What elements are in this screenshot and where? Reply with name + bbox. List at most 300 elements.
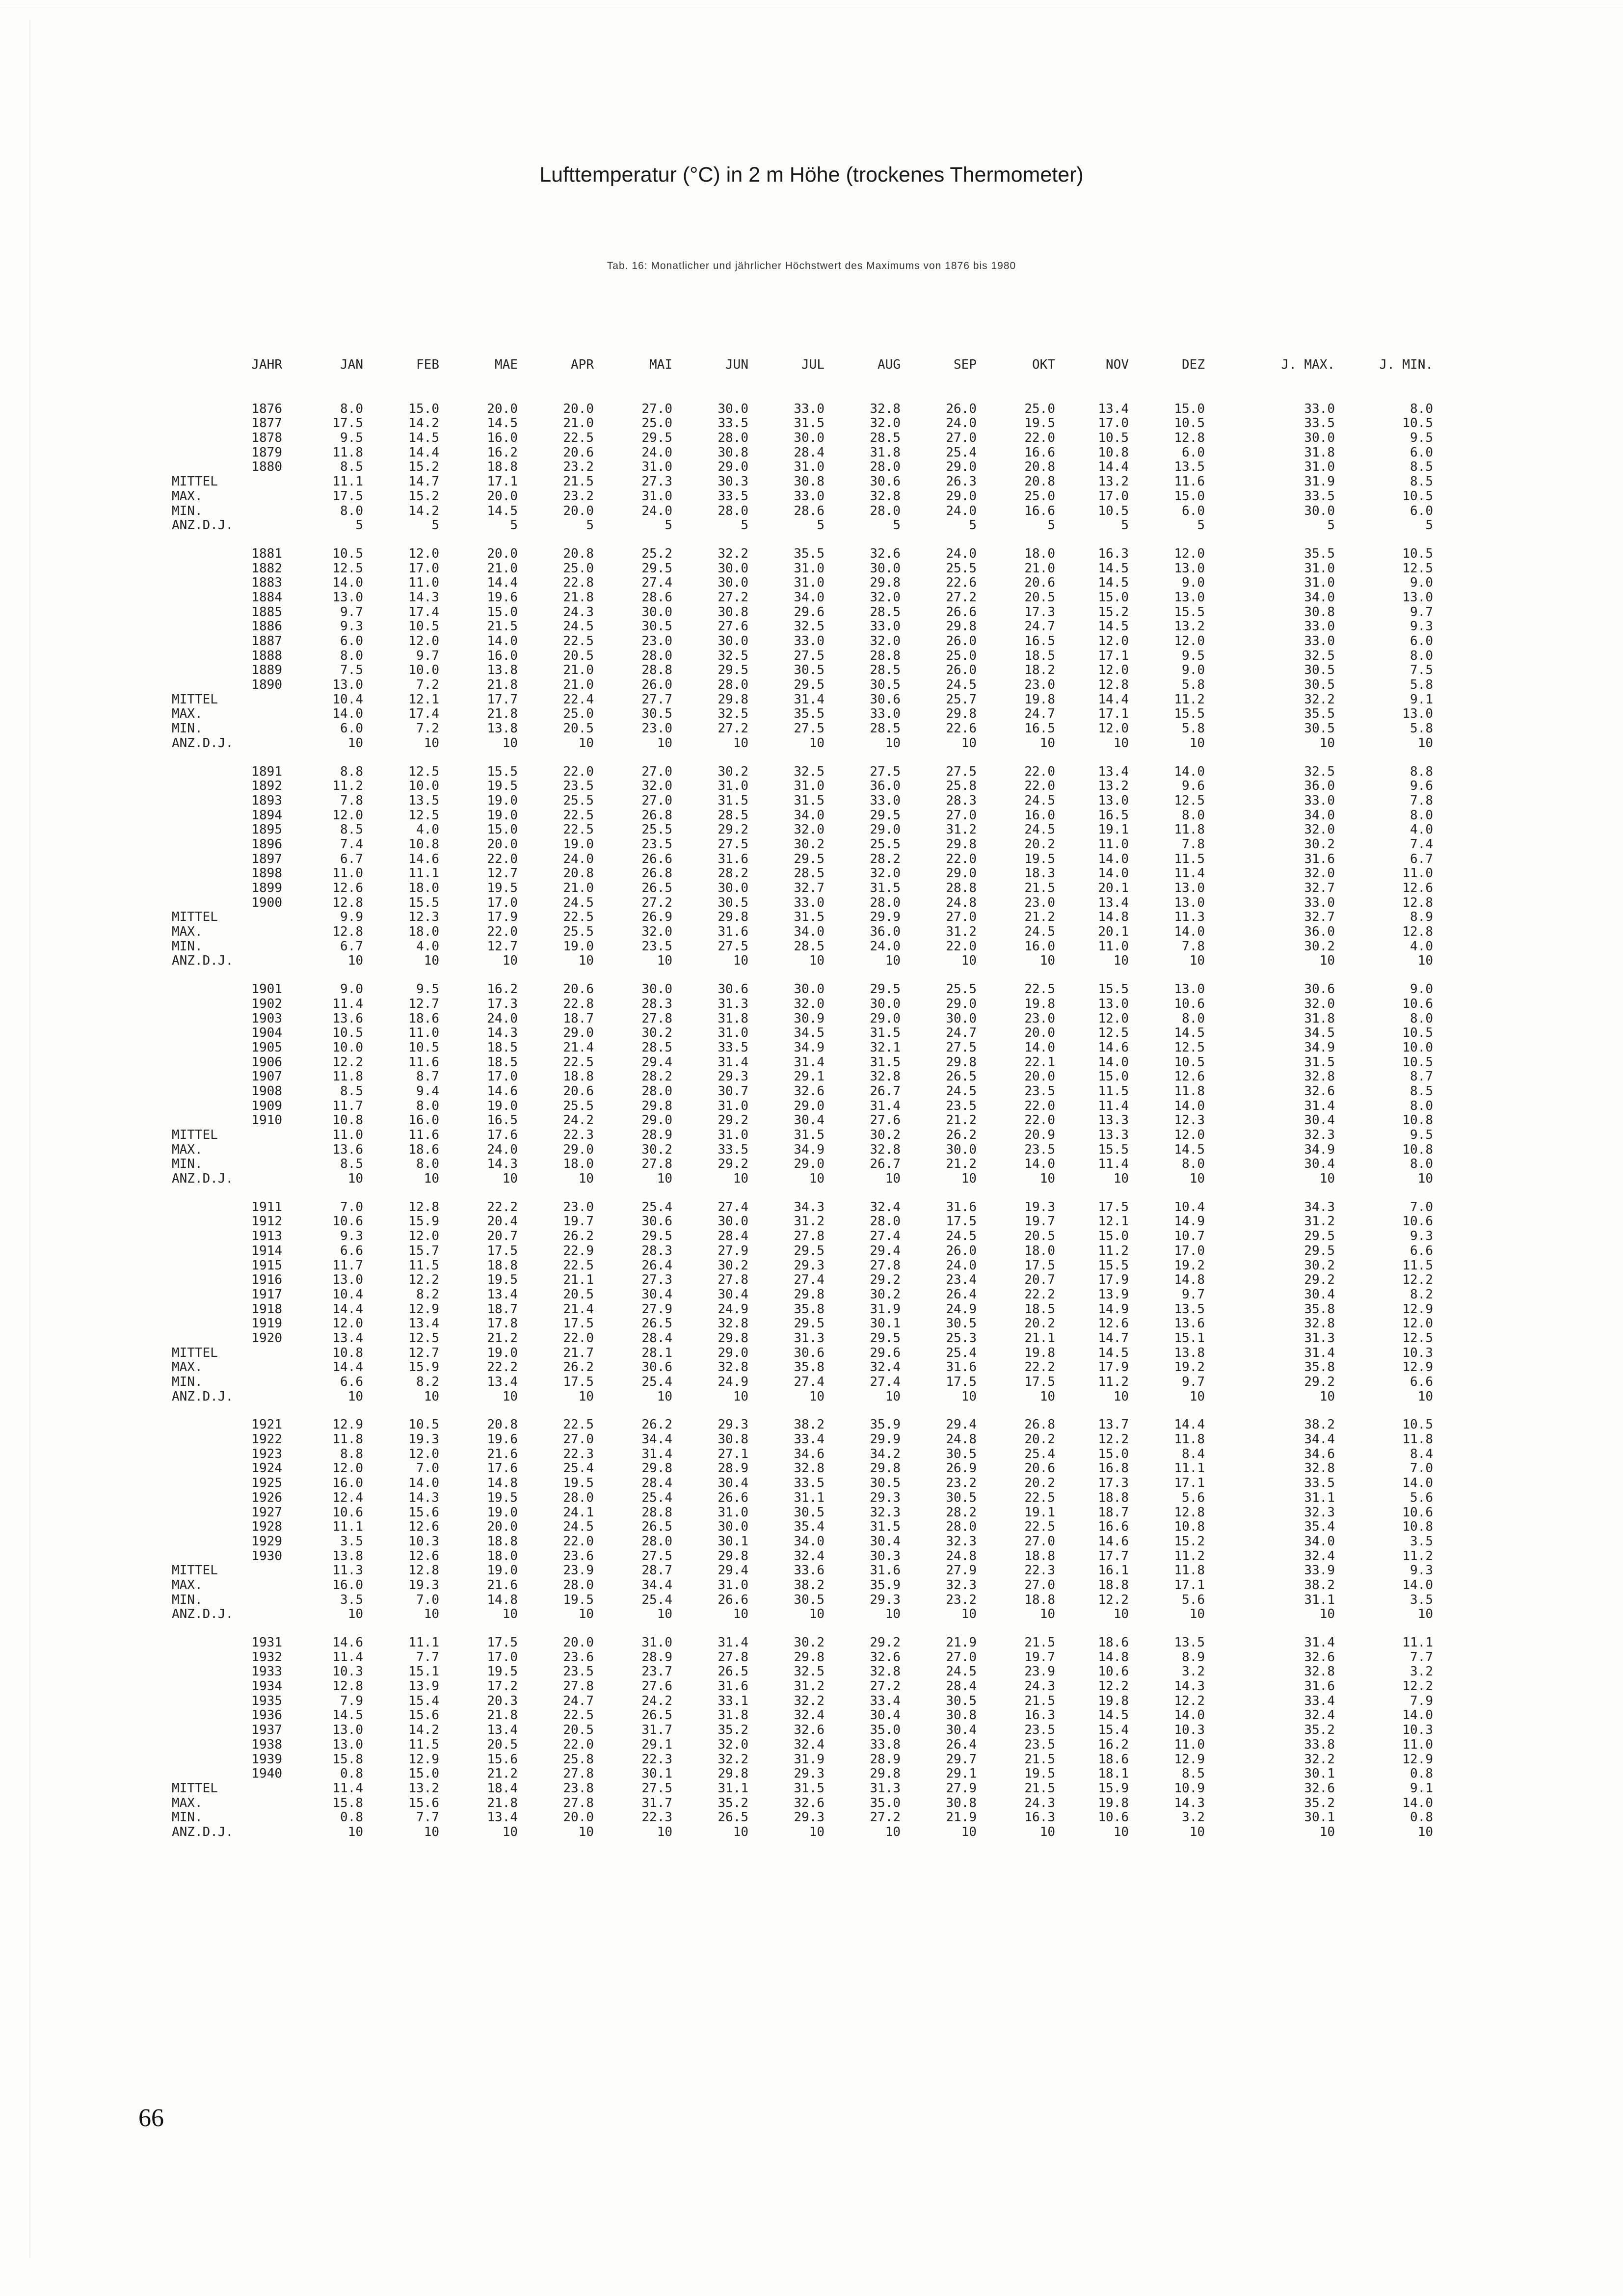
row-label: MITTEL — [172, 474, 218, 489]
value-cell: 13.2 — [1098, 474, 1129, 489]
value-cell: 30.1 — [1304, 1766, 1335, 1782]
value-cell: 29.4 — [718, 1563, 748, 1578]
value-cell: 32.3 — [946, 1577, 977, 1593]
year-cell: 1876 — [251, 401, 282, 416]
value-cell: 30.6 — [870, 692, 901, 707]
value-cell: 5 — [893, 518, 901, 533]
row-label: MAX. — [172, 706, 203, 722]
value-cell: 32.8 — [1304, 1461, 1335, 1476]
value-cell: 10 — [885, 953, 901, 969]
value-cell: 14.3 — [487, 1026, 518, 1041]
value-cell: 13.4 — [1098, 764, 1129, 779]
value-cell: 20.8 — [487, 1417, 518, 1432]
year-cell: 1879 — [251, 445, 282, 460]
value-cell: 7.8 — [1410, 793, 1433, 808]
year-cell: 1911 — [251, 1199, 282, 1215]
value-cell: 22.8 — [563, 575, 594, 591]
value-cell: 16.0 — [332, 1476, 363, 1491]
table-row — [167, 1084, 1453, 1099]
value-cell: 8.9 — [1182, 1649, 1205, 1665]
value-cell: 14.0 — [332, 575, 363, 591]
value-cell: 30.1 — [641, 1766, 672, 1782]
value-cell: 35.8 — [794, 1301, 825, 1317]
value-cell: 13.0 — [1174, 881, 1205, 895]
value-cell: 17.5 — [946, 1214, 977, 1229]
value-cell: 18.5 — [1024, 648, 1055, 663]
value-cell: 14.0 — [1174, 1708, 1205, 1723]
value-cell: 32.6 — [1304, 1083, 1335, 1099]
value-cell: 12.6 — [408, 1548, 439, 1564]
value-cell: 30.2 — [794, 837, 825, 852]
value-cell: 10.3 — [408, 1534, 439, 1549]
year-cell: 1895 — [251, 822, 282, 837]
value-cell: 15.2 — [408, 488, 439, 504]
value-cell: 9.0 — [1182, 663, 1205, 678]
value-cell: 29.0 — [718, 1345, 748, 1360]
value-cell: 29.5 — [1304, 1243, 1335, 1258]
value-cell: 30.5 — [946, 1490, 977, 1505]
value-cell: 18.8 — [1024, 1592, 1055, 1607]
value-cell: 10 — [657, 1389, 672, 1404]
value-cell: 13.8 — [1174, 1345, 1205, 1360]
value-cell: 10 — [1039, 1171, 1055, 1187]
year-cell: 1923 — [251, 1446, 282, 1461]
row-label: MAX. — [172, 1795, 203, 1810]
value-cell: 28.1 — [641, 1345, 672, 1360]
column-header: APR — [571, 357, 594, 372]
value-cell: 10 — [347, 953, 363, 969]
value-cell: 21.5 — [1024, 881, 1055, 895]
value-cell: 10 — [424, 1607, 439, 1622]
value-cell: 5.8 — [1410, 677, 1433, 693]
value-cell: 26.6 — [718, 1592, 748, 1607]
year-cell: 1915 — [251, 1258, 282, 1273]
table-row — [167, 561, 1453, 576]
value-cell: 31.4 — [641, 1446, 672, 1461]
value-cell: 22.4 — [563, 692, 594, 707]
table-row — [167, 1417, 1453, 1432]
value-cell: 10 — [961, 1607, 977, 1622]
value-cell: 19.2 — [1174, 1258, 1205, 1273]
value-cell: 27.4 — [870, 1375, 901, 1389]
value-cell: 22.0 — [563, 764, 594, 779]
value-cell: 11.4 — [332, 1781, 363, 1796]
value-cell: 17.1 — [1098, 706, 1129, 722]
year-cell: 1891 — [251, 764, 282, 779]
value-cell: 14.7 — [1098, 1330, 1129, 1346]
value-cell: 30.6 — [718, 982, 748, 997]
value-cell: 17.7 — [1098, 1548, 1129, 1564]
value-cell: 23.0 — [1024, 677, 1055, 693]
value-cell: 22.5 — [1024, 982, 1055, 997]
value-cell: 32.0 — [1304, 996, 1335, 1011]
table-row — [167, 1055, 1453, 1070]
value-cell: 31.8 — [1304, 1011, 1335, 1026]
year-cell: 1917 — [251, 1287, 282, 1302]
value-cell: 35.2 — [1304, 1795, 1335, 1810]
table-row — [167, 779, 1453, 793]
value-cell: 22.3 — [641, 1810, 672, 1825]
value-cell: 27.5 — [641, 1781, 672, 1796]
value-cell: 21.8 — [487, 1708, 518, 1723]
value-cell: 28.6 — [794, 503, 825, 518]
value-cell: 10 — [424, 1171, 439, 1187]
value-cell: 10.5 — [1174, 1054, 1205, 1070]
year-cell: 1887 — [251, 634, 282, 648]
value-cell: 28.8 — [641, 1505, 672, 1520]
year-cell: 1880 — [251, 459, 282, 475]
value-cell: 29.0 — [641, 1113, 672, 1128]
value-cell: 7.0 — [1410, 1461, 1433, 1476]
value-cell: 16.3 — [1098, 546, 1129, 561]
value-cell: 32.6 — [794, 1723, 825, 1738]
value-cell: 29.2 — [870, 1272, 901, 1288]
value-cell: 12.7 — [408, 1345, 439, 1360]
value-cell: 30.8 — [946, 1708, 977, 1723]
table-caption: Tab. 16: Monatlicher und jährlicher Höchstwert des Maximums von 1876 bis 1980 — [607, 260, 1016, 271]
table-row — [167, 1752, 1453, 1767]
value-cell: 21.0 — [563, 663, 594, 678]
value-cell: 33.0 — [1304, 401, 1335, 416]
value-cell: 31.9 — [870, 1301, 901, 1317]
value-cell: 32.8 — [1304, 1069, 1335, 1084]
value-cell: 32.0 — [870, 416, 901, 431]
value-cell: 25.8 — [946, 779, 977, 794]
summary-row — [167, 692, 1453, 707]
value-cell: 33.0 — [1304, 634, 1335, 648]
value-cell: 27.8 — [563, 1679, 594, 1694]
value-cell: 32.2 — [1304, 1752, 1335, 1767]
value-cell: 10.8 — [1402, 1519, 1433, 1535]
value-cell: 10.6 — [1402, 1505, 1433, 1520]
value-cell: 31.6 — [718, 924, 748, 940]
value-cell: 29.8 — [641, 1461, 672, 1476]
value-cell: 28.3 — [641, 1243, 672, 1258]
value-cell: 10 — [424, 953, 439, 969]
value-cell: 19.5 — [487, 881, 518, 895]
value-cell: 26.0 — [946, 1243, 977, 1258]
value-cell: 28.2 — [718, 866, 748, 881]
row-label: ANZ.D.J. — [172, 1171, 234, 1187]
value-cell: 30.4 — [794, 1113, 825, 1128]
value-cell: 10 — [733, 1607, 748, 1622]
value-cell: 9.9 — [340, 910, 363, 925]
value-cell: 23.6 — [563, 1548, 594, 1564]
value-cell: 30.4 — [1304, 1113, 1335, 1128]
value-cell: 28.0 — [563, 1577, 594, 1593]
value-cell: 28.5 — [794, 939, 825, 954]
year-cell: 1924 — [251, 1461, 282, 1476]
value-cell: 24.0 — [946, 546, 977, 561]
table-row — [167, 1723, 1453, 1737]
value-cell: 10.8 — [1174, 1519, 1205, 1535]
value-cell: 12.0 — [1098, 1011, 1129, 1026]
value-cell: 31.0 — [718, 1098, 748, 1113]
value-cell: 12.2 — [1174, 1693, 1205, 1708]
value-cell: 30.5 — [946, 1693, 977, 1708]
value-cell: 21.5 — [1024, 1752, 1055, 1767]
value-cell: 12.7 — [487, 866, 518, 881]
value-cell: 30.7 — [718, 1083, 748, 1099]
value-cell: 12.6 — [332, 881, 363, 895]
value-cell: 29.2 — [1304, 1272, 1335, 1288]
value-cell: 31.5 — [794, 1128, 825, 1142]
table-header — [167, 357, 1453, 372]
value-cell: 30.1 — [718, 1534, 748, 1549]
value-cell: 29.0 — [563, 1026, 594, 1041]
year-cell: 1929 — [251, 1534, 282, 1549]
value-cell: 23.5 — [946, 1098, 977, 1113]
summary-row — [167, 1360, 1453, 1375]
value-cell: 11.2 — [1174, 1548, 1205, 1564]
value-cell: 10 — [578, 1171, 594, 1187]
value-cell: 5 — [431, 518, 439, 533]
value-cell: 31.0 — [718, 1026, 748, 1041]
row-label: MITTEL — [172, 1345, 218, 1360]
value-cell: 30.0 — [718, 1214, 748, 1229]
value-cell: 33.0 — [870, 706, 901, 722]
table-row — [167, 1549, 1453, 1564]
value-cell: 18.8 — [1098, 1490, 1129, 1505]
year-cell: 1892 — [251, 779, 282, 794]
table-row — [167, 634, 1453, 648]
value-cell: 19.7 — [563, 1214, 594, 1229]
value-cell: 11.5 — [408, 1258, 439, 1273]
value-cell: 7.7 — [416, 1649, 439, 1665]
value-cell: 10 — [657, 1171, 672, 1187]
table-row — [167, 1766, 1453, 1781]
value-cell: 23.2 — [946, 1476, 977, 1491]
value-cell: 27.6 — [641, 1679, 672, 1694]
value-cell: 8.0 — [340, 648, 363, 663]
value-cell: 29.3 — [794, 1766, 825, 1782]
summary-row — [167, 706, 1453, 721]
value-cell: 5 — [355, 518, 363, 533]
value-cell: 14.5 — [1174, 1142, 1205, 1157]
value-cell: 18.8 — [1098, 1577, 1129, 1593]
table-row — [167, 619, 1453, 634]
value-cell: 10 — [1417, 1171, 1433, 1187]
value-cell: 29.5 — [870, 982, 901, 997]
value-cell: 11.5 — [1098, 1083, 1129, 1099]
value-cell: 9.5 — [1182, 648, 1205, 663]
value-cell: 31.2 — [794, 1214, 825, 1229]
value-cell: 19.6 — [487, 590, 518, 605]
value-cell: 12.9 — [408, 1752, 439, 1767]
value-cell: 13.5 — [1174, 459, 1205, 475]
page-number: 66 — [138, 2104, 164, 2132]
value-cell: 31.0 — [718, 1577, 748, 1593]
value-cell: 6.0 — [340, 634, 363, 648]
value-cell: 10 — [1189, 1389, 1205, 1404]
value-cell: 26.3 — [946, 474, 977, 489]
value-cell: 33.0 — [870, 793, 901, 808]
value-cell: 4.0 — [1410, 822, 1433, 837]
value-cell: 18.5 — [487, 1054, 518, 1070]
value-cell: 32.1 — [870, 1040, 901, 1055]
value-cell: 5 — [586, 518, 594, 533]
value-cell: 14.6 — [408, 851, 439, 866]
column-header: OKT — [1032, 357, 1055, 372]
value-cell: 23.0 — [641, 721, 672, 736]
table-row — [167, 590, 1453, 605]
value-cell: 29.8 — [718, 910, 748, 925]
value-cell: 11.4 — [1098, 1157, 1129, 1172]
value-cell: 28.9 — [641, 1128, 672, 1142]
value-cell: 25.4 — [946, 1345, 977, 1360]
value-cell: 10.0 — [408, 663, 439, 678]
value-cell: 20.7 — [1024, 1272, 1055, 1288]
value-cell: 29.8 — [718, 692, 748, 707]
value-cell: 10 — [1417, 1607, 1433, 1622]
value-cell: 22.2 — [1024, 1360, 1055, 1375]
value-cell: 33.6 — [794, 1563, 825, 1578]
value-cell: 17.7 — [487, 692, 518, 707]
value-cell: 28.0 — [870, 503, 901, 518]
value-cell: 21.8 — [487, 1795, 518, 1810]
value-cell: 12.0 — [408, 546, 439, 561]
value-cell: 25.4 — [641, 1490, 672, 1505]
value-cell: 31.4 — [1304, 1345, 1335, 1360]
value-cell: 19.8 — [1024, 692, 1055, 707]
value-cell: 17.0 — [1098, 416, 1129, 431]
value-cell: 29.7 — [946, 1752, 977, 1767]
summary-row — [167, 1578, 1453, 1593]
value-cell: 11.0 — [408, 1026, 439, 1041]
summary-row — [167, 489, 1453, 504]
value-cell: 29.4 — [870, 1243, 901, 1258]
value-cell: 23.4 — [946, 1272, 977, 1288]
table-row — [167, 648, 1453, 663]
value-cell: 32.5 — [794, 764, 825, 779]
value-cell: 12.5 — [1174, 1040, 1205, 1055]
value-cell: 23.0 — [563, 1199, 594, 1215]
value-cell: 24.0 — [487, 1011, 518, 1026]
value-cell: 24.9 — [718, 1375, 748, 1389]
value-cell: 31.0 — [794, 459, 825, 475]
value-cell: 21.0 — [563, 416, 594, 431]
value-cell: 35.8 — [794, 1360, 825, 1375]
value-cell: 15.8 — [332, 1795, 363, 1810]
value-cell: 23.7 — [641, 1664, 672, 1679]
value-cell: 10 — [578, 953, 594, 969]
value-cell: 19.7 — [1024, 1649, 1055, 1665]
value-cell: 28.5 — [870, 663, 901, 678]
value-cell: 29.3 — [794, 1258, 825, 1273]
value-cell: 28.0 — [718, 503, 748, 518]
value-cell: 16.3 — [1024, 1708, 1055, 1723]
year-cell: 1921 — [251, 1417, 282, 1432]
value-cell: 30.5 — [1304, 721, 1335, 736]
value-cell: 32.3 — [1304, 1128, 1335, 1142]
value-cell: 24.3 — [1024, 1679, 1055, 1694]
value-cell: 17.9 — [487, 910, 518, 925]
value-cell: 31.2 — [1304, 1214, 1335, 1229]
summary-row — [167, 1346, 1453, 1360]
value-cell: 27.2 — [641, 895, 672, 910]
value-cell: 8.5 — [1410, 459, 1433, 475]
value-cell: 20.5 — [563, 1287, 594, 1302]
value-cell: 12.3 — [1174, 1113, 1205, 1128]
value-cell: 26.5 — [641, 881, 672, 895]
value-cell: 10 — [1319, 1171, 1335, 1187]
value-cell: 31.6 — [1304, 851, 1335, 866]
value-cell: 10 — [502, 1824, 518, 1839]
value-cell: 26.2 — [563, 1360, 594, 1375]
value-cell: 12.3 — [408, 910, 439, 925]
value-cell: 10.8 — [1098, 445, 1129, 460]
value-cell: 28.6 — [641, 590, 672, 605]
value-cell: 14.8 — [1174, 1272, 1205, 1288]
value-cell: 0.8 — [340, 1810, 363, 1825]
value-cell: 15.6 — [487, 1752, 518, 1767]
value-cell: 24.5 — [946, 1083, 977, 1099]
value-cell: 26.0 — [946, 663, 977, 678]
row-label: MAX. — [172, 1577, 203, 1593]
value-cell: 12.6 — [1098, 1316, 1129, 1331]
value-cell: 17.0 — [408, 561, 439, 576]
value-cell: 17.4 — [408, 706, 439, 722]
value-cell: 29.5 — [1304, 1229, 1335, 1244]
value-cell: 8.5 — [1410, 474, 1433, 489]
value-cell: 25.0 — [563, 561, 594, 576]
value-cell: 10 — [1417, 1389, 1433, 1404]
value-cell: 8.5 — [1410, 1083, 1433, 1099]
value-cell: 29.5 — [870, 808, 901, 823]
value-cell: 10 — [502, 1389, 518, 1404]
value-cell: 28.4 — [641, 1330, 672, 1346]
value-cell: 24.0 — [946, 1258, 977, 1273]
value-cell: 32.4 — [794, 1708, 825, 1723]
value-cell: 19.5 — [563, 1592, 594, 1607]
value-cell: 23.5 — [1024, 1737, 1055, 1752]
value-cell: 16.6 — [1024, 445, 1055, 460]
value-cell: 7.0 — [340, 1199, 363, 1215]
value-cell: 13.2 — [1098, 779, 1129, 794]
value-cell: 20.6 — [563, 1083, 594, 1099]
value-cell: 14.4 — [332, 1360, 363, 1375]
value-cell: 10 — [424, 1824, 439, 1839]
value-cell: 24.2 — [563, 1113, 594, 1128]
value-cell: 22.0 — [1024, 1098, 1055, 1113]
value-cell: 5 — [817, 518, 825, 533]
value-cell: 30.3 — [718, 474, 748, 489]
value-cell: 31.6 — [718, 851, 748, 866]
value-cell: 29.5 — [794, 1243, 825, 1258]
value-cell: 20.2 — [1024, 1316, 1055, 1331]
value-cell: 15.0 — [1098, 1229, 1129, 1244]
value-cell: 22.0 — [946, 939, 977, 954]
value-cell: 24.0 — [641, 445, 672, 460]
value-cell: 12.8 — [1174, 1505, 1205, 1520]
value-cell: 24.8 — [946, 1548, 977, 1564]
value-cell: 11.2 — [1098, 1243, 1129, 1258]
value-cell: 33.5 — [718, 1142, 748, 1157]
value-cell: 22.2 — [487, 1199, 518, 1215]
data-table — [167, 357, 1453, 1853]
value-cell: 10.5 — [332, 1026, 363, 1041]
value-cell: 14.5 — [408, 431, 439, 446]
value-cell: 22.5 — [563, 808, 594, 823]
value-cell: 9.7 — [1410, 604, 1433, 620]
value-cell: 12.8 — [408, 1199, 439, 1215]
value-cell: 12.0 — [1174, 634, 1205, 648]
value-cell: 12.0 — [1174, 1128, 1205, 1142]
row-label: MAX. — [172, 488, 203, 504]
value-cell: 15.0 — [408, 1766, 439, 1782]
value-cell: 13.3 — [1098, 1128, 1129, 1142]
value-cell: 35.0 — [870, 1723, 901, 1738]
